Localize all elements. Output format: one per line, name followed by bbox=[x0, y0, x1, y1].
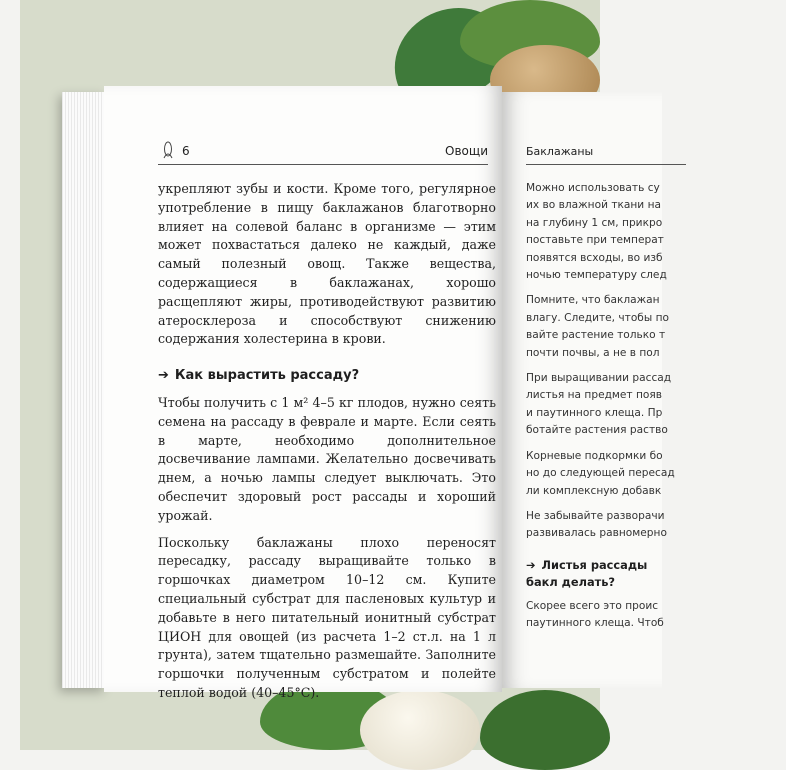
page-stack bbox=[62, 92, 106, 688]
paragraph-e: Не забывайте разворачи развивалась равномерно bbox=[526, 509, 667, 540]
subheading: ➔ Листья рассады бакл делать? bbox=[526, 557, 648, 590]
running-title: Овощи bbox=[445, 144, 488, 158]
page-number: 6 bbox=[182, 144, 190, 158]
paragraph-f: Скорее всего это проис паутинного клеща. Чтоб bbox=[526, 599, 664, 629]
right-page bbox=[502, 92, 675, 688]
open-book bbox=[62, 86, 675, 700]
running-title: Баклажаны bbox=[526, 145, 594, 158]
arrow-icon: ➔ bbox=[158, 368, 169, 384]
paragraph-b: Помните, что баклажан влагу. Следите, чтобы по вайте растение только т почти почвы, а не в пол bbox=[526, 294, 669, 359]
paragraph-a: Можно использовать су их во влажной ткани на на глубину 1 см, прикро поставьте при температ появятся всходы, во изб ночью температуру след bbox=[526, 182, 667, 282]
green-leaves-bottom-2 bbox=[480, 690, 610, 770]
paragraph: Чтобы получить с 1 м² 4–5 кг плодов, нужно сеять семена на рассаду в феврале и марте. Если сеять в марте, необходимо дополнительное досвечивание лампами. Желательно досвечивать днем, а ночью лампы следует выключать. Это обеспечит здоровый рост рассады и хороший урожай. bbox=[158, 394, 496, 523]
subheading: ➔ Как вырастить рассаду? bbox=[158, 368, 360, 384]
right-body bbox=[526, 180, 786, 640]
arrow-icon: ➔ bbox=[526, 557, 536, 572]
left-body bbox=[158, 180, 496, 711]
left-header bbox=[158, 134, 488, 165]
paragraph-c: При выращивании рассад листья на предмет появ и паутинного клеща. Пр ботайте растения раство bbox=[526, 372, 672, 437]
paragraph: Поскольку баклажаны плохо переносят пересадку, рассаду выращивайте только в горшочках диаметром 10–12 см. Купите специальный субстрат для пасленовых культур и добавьте в него питательный ионитный субстрат ЦИОН для овощей (из расчета 1–2 ст.л. на 1 л грунта), затем тщательно размешайте. Заполните горшочки полученным субстратом и полейте теплой водой (40–45°С). bbox=[158, 534, 496, 700]
paragraph: укрепляют зубы и кости. Кроме того, регулярное употребление в пищу баклажанов благотворно влияет на солевой баланс в организме — этим может похвастаться далеко не каждый, даже самый полезный овощ. Также вещества, содержащиеся в баклажанах, хорошо расщепляют жиры, противодействуют развитию атеросклероза и способствуют снижению содержания холестерина в крови. bbox=[158, 181, 496, 347]
corn-icon bbox=[162, 140, 174, 160]
left-page bbox=[104, 86, 502, 700]
paragraph-d: Корневые подкормки бо но до следующей пересад ли комплексную добавк bbox=[526, 449, 675, 497]
right-header bbox=[526, 134, 686, 165]
